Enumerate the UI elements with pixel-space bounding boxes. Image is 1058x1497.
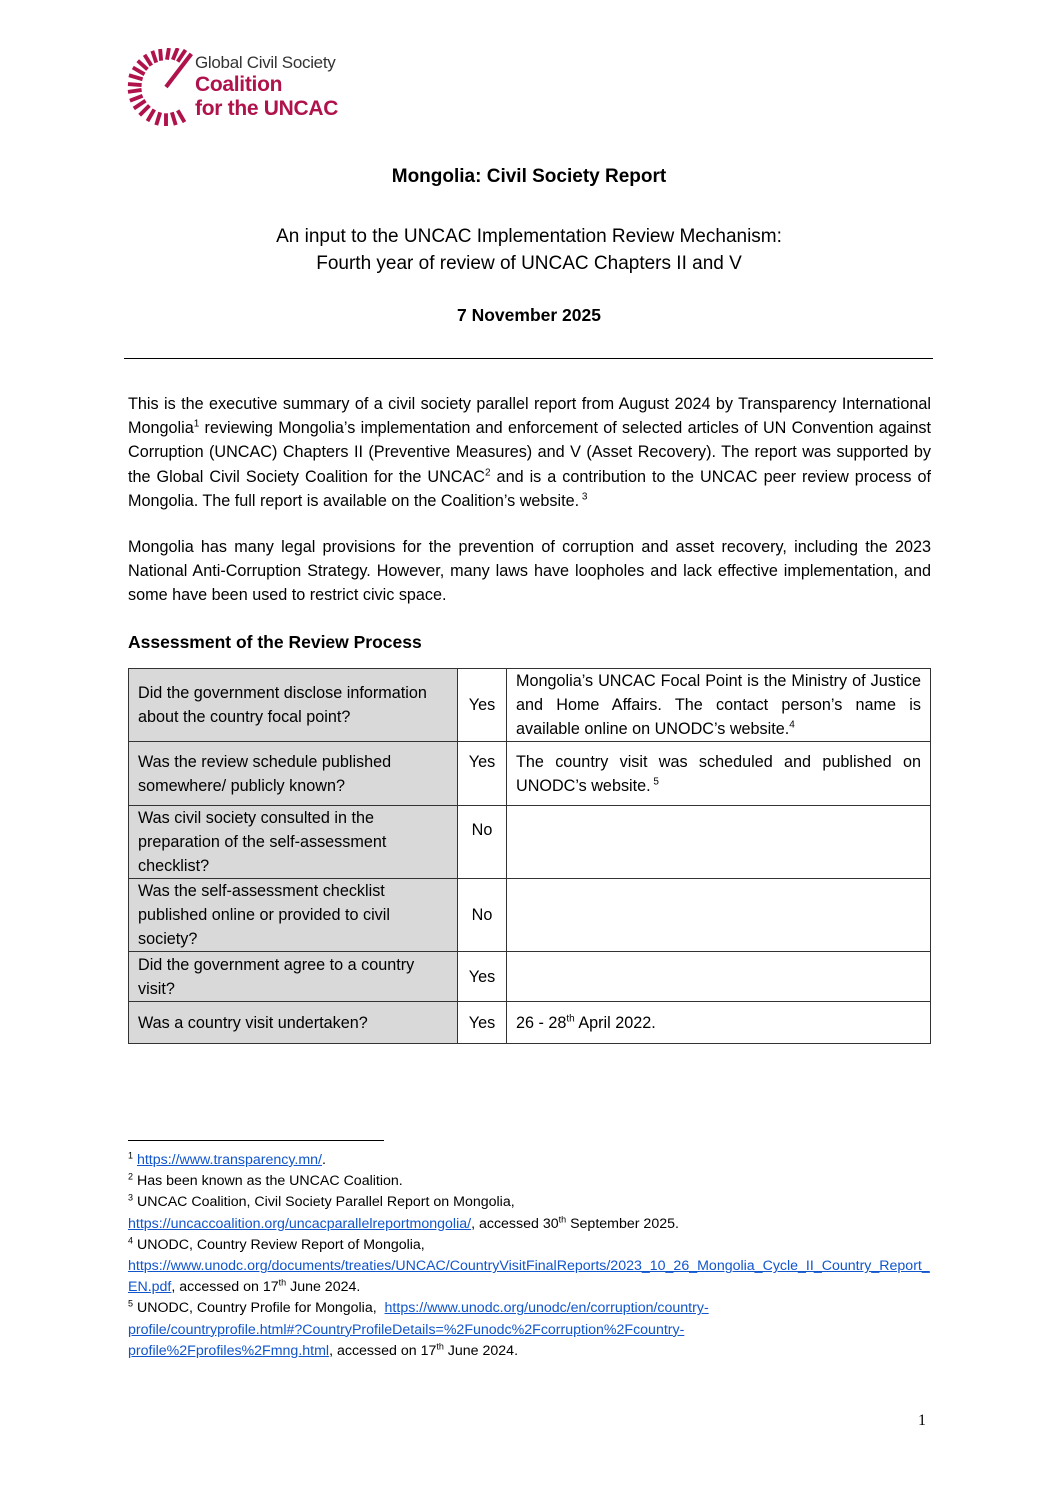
footnote-text: September 2025. — [566, 1215, 679, 1232]
footnote-number: 5 — [128, 1298, 134, 1309]
logo-line-3: for the UNCAC — [195, 97, 339, 120]
footnote-number: 3 — [128, 1192, 134, 1203]
intro-text: This is the executive summary of a civil society parallel report from August 2024 by Transparency International Mongolia — [128, 395, 931, 438]
document-subtitle — [0, 223, 1058, 277]
assessment-table — [128, 668, 931, 1044]
logo-line-2: Coalition — [195, 73, 283, 96]
question-cell: Did the government agree to a country visit? — [129, 952, 458, 1002]
footnote-1-link[interactable]: https://www.transparency.mn/ — [136, 1152, 323, 1168]
footnote-ref-3[interactable]: 3 — [579, 491, 588, 503]
footnote-text: , accessed on 17 — [171, 1279, 279, 1296]
coalition-logo — [127, 48, 367, 130]
footnote-5-link[interactable]: https://www.unodc.org/unodc/en/corruption/country-profile/countryprofile.html#?CountryProfileDetails=%2Funodc%2Fcorruption%2Fcountry-profile%2Fprofiles%2Fmng.html — [128, 1300, 709, 1359]
coalition-c-icon — [127, 48, 205, 126]
table-row — [129, 742, 931, 806]
intro-paragraph-2: Mongolia has many legal provisions for the prevention of corruption and asset recovery, including the 2023 National Anti-Corruption Strategy. However, many laws have loopholes and lack effective implementation, and some have been used to restrict civic space. — [128, 538, 931, 605]
header-divider — [124, 358, 933, 359]
footnote-2 — [128, 1171, 933, 1192]
comment-cell — [507, 1002, 931, 1044]
document-date: 7 November 2025 — [457, 305, 601, 325]
comment-text: Mongolia’s UNCAC Focal Point is the Ministry of Justice and Home Affairs. The contact person’s name is available online on UNODC’s website. — [516, 672, 921, 738]
footnote-text: . — [322, 1152, 326, 1168]
footnote-text: Has been known as the UNCAC Coalition. — [133, 1173, 403, 1190]
footnote-4-link[interactable]: https://www.unodc.org/documents/treaties/UNCAC/CountryVisitFinalReports/2023_10_26_Mongolia_Cycle_II_Country_Report_EN.pdf — [128, 1258, 930, 1296]
comment-text: 26 - 28 — [516, 1013, 567, 1032]
footnote-4 — [128, 1235, 933, 1299]
table-row — [129, 952, 931, 1002]
document-title: Mongolia: Civil Society Report — [391, 166, 667, 187]
footnote-number: 4 — [128, 1235, 134, 1246]
ordinal-suffix: th — [278, 1277, 287, 1288]
footnote-text: UNCAC Coalition, Civil Society Parallel Report on Mongolia, — [133, 1194, 515, 1211]
assessment-heading: Assessment of the Review Process — [128, 632, 422, 652]
table-row — [129, 879, 931, 952]
footnote-ref-4[interactable]: 4 — [789, 719, 795, 731]
intro-paragraph-1 — [128, 392, 931, 513]
footnotes — [128, 1150, 933, 1362]
answer-cell: Yes — [458, 952, 507, 1002]
question-cell: Was the review schedule published somewhere/ publicly known? — [129, 742, 458, 806]
footnote-text: June 2024. — [443, 1342, 519, 1359]
question-cell: Was civil society consulted in the preparation of the self-assessment checklist? — [129, 806, 458, 879]
question-cell: Was the self-assessment checklist published online or provided to civil society? — [129, 879, 458, 952]
footnote-text: , accessed on 17 — [329, 1342, 437, 1359]
answer-cell: Yes — [458, 742, 507, 806]
table-row — [129, 1002, 931, 1044]
table-row — [129, 806, 931, 879]
footnote-1 — [128, 1150, 933, 1171]
footnote-3 — [128, 1192, 933, 1234]
intro-text: and is a contribution to the UNCAC peer review process of Mongolia. The full report is available on the Coalition’s website. — [128, 467, 931, 510]
comment-cell — [507, 669, 931, 742]
comment-cell — [507, 742, 931, 806]
logo-wordmark — [195, 54, 338, 119]
intro-text: reviewing Mongolia’s implementation and enforcement of selected articles of UN Convention against Corruption (UNCAC) Chapters II (Preventive Measures) and V (Asset Recovery). The report was supported by the Global Civil Society Coalition for the UNCAC — [128, 419, 931, 486]
footnote-text: , accessed 30 — [471, 1215, 559, 1232]
answer-cell: Yes — [458, 669, 507, 742]
subtitle-line-1: An input to the UNCAC Implementation Review Mechanism: — [276, 226, 782, 247]
comment-cell — [507, 879, 931, 952]
page-number: 1 — [918, 1412, 926, 1429]
answer-cell: No — [458, 879, 507, 952]
logo-line-1: Global Civil Society — [195, 53, 336, 72]
comment-text: The country visit was scheduled and published on UNODC’s website. — [516, 753, 921, 795]
ordinal-suffix: th — [566, 1013, 575, 1025]
ordinal-suffix: th — [436, 1341, 444, 1352]
footnote-5 — [128, 1298, 933, 1362]
footnote-divider — [128, 1140, 384, 1141]
comment-text: April 2022. — [574, 1013, 656, 1032]
footnote-3-link[interactable]: https://uncaccoalition.org/uncacparallelreportmongolia/ — [128, 1215, 472, 1232]
comment-cell — [507, 952, 931, 1002]
question-cell: Was a country visit undertaken? — [129, 1002, 458, 1044]
footnote-ref-1[interactable]: 1 — [193, 418, 200, 430]
footnote-number: 1 — [128, 1150, 134, 1161]
footnote-text: June 2024. — [286, 1279, 361, 1296]
question-cell: Did the government disclose information about the country focal point? — [129, 669, 458, 742]
answer-cell: No — [458, 806, 507, 879]
footnote-text: UNODC, Country Profile for Mongolia, — [133, 1300, 385, 1317]
footnote-number: 2 — [128, 1171, 134, 1182]
footnote-ref-5[interactable]: 5 — [650, 776, 659, 788]
comment-cell — [507, 806, 931, 879]
footnote-text: UNODC, Country Review Report of Mongolia, — [133, 1236, 425, 1253]
table-row — [129, 669, 931, 742]
answer-cell: Yes — [458, 1002, 507, 1044]
footnote-ref-2[interactable]: 2 — [484, 467, 491, 479]
subtitle-line-2: Fourth year of review of UNCAC Chapters II and V — [316, 253, 742, 274]
ordinal-suffix: th — [558, 1213, 567, 1224]
